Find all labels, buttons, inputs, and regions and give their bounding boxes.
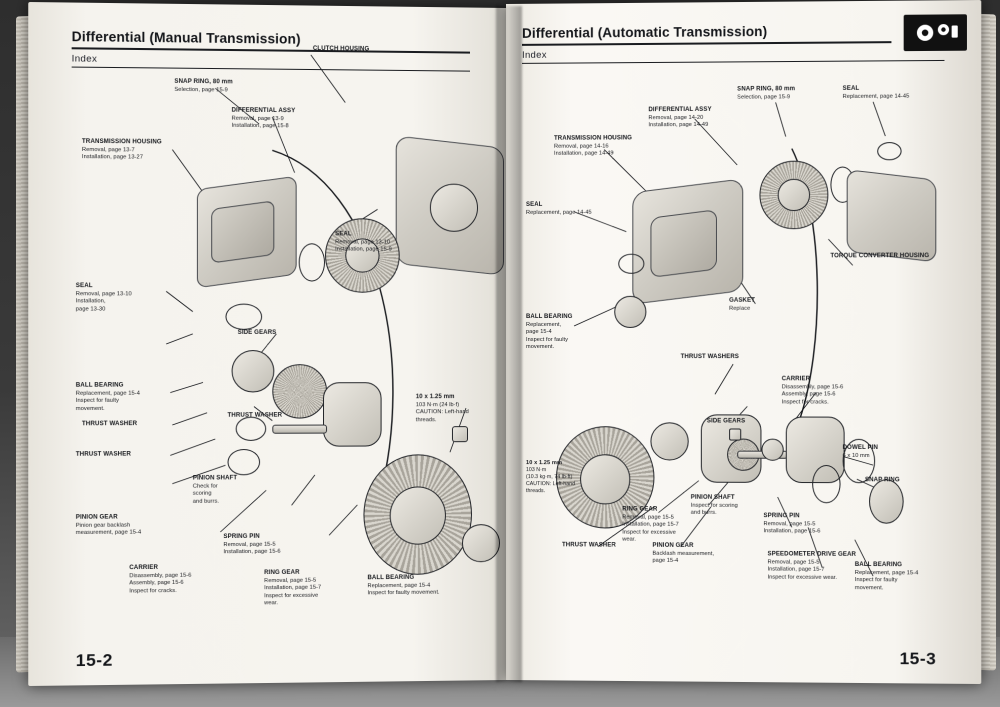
callout-ball-bearing-left: BALL BEARING Replacement, page 15-4 Inspect for faulty movement. (75, 382, 140, 412)
callout-seal-upper: SEAL Removal, page 13-10 Installation, page 15-9 (335, 231, 392, 253)
callout-thrust-washer-right: THRUST WASHER (562, 542, 616, 549)
callout-seal-mid-right: SEAL Replacement, page 14-45 (525, 201, 592, 216)
right-page (506, 0, 981, 684)
callout-side-gears-right: SIDE GEARS (706, 418, 746, 425)
ball-bearing-art-right-top (614, 296, 646, 328)
callout-seal-top-right: SEAL Replacement, page 14-45 (842, 85, 910, 100)
ball-bearing-art-right (462, 524, 500, 562)
left-page-folio: 15-2 (75, 650, 113, 671)
left-index-label: Index (71, 52, 98, 65)
seal-art-right-top (877, 142, 901, 160)
torque-converter-housing-art (847, 169, 937, 262)
transmission-housing-flange (211, 200, 274, 263)
right-page-title: Differential (Automatic Transmission) (521, 23, 768, 41)
callout-differential-assy: DIFFERENTIAL ASSY Removal, page 13-9 Installation, page 15-8 (231, 107, 296, 130)
callout-pinion-shaft-right: PINION SHAFT Inspect for scoring and burrs. (690, 494, 738, 517)
ring-gear-bore (390, 486, 446, 545)
right-leader-lines (522, 23, 944, 654)
left-page-title: Differential (Manual Transmission) (71, 28, 301, 47)
right-page-content (522, 23, 944, 654)
thrust-washer-art-right-1 (650, 422, 688, 460)
callout-gasket: GASKET Replace (729, 297, 755, 312)
seal-art-right-mid (618, 254, 644, 274)
callout-clutch-housing: CLUTCH HOUSING (312, 45, 370, 53)
left-page-content (72, 29, 470, 659)
callout-pinion-shaft: PINION SHAFT Check for scoring and burrs. (192, 475, 238, 505)
callout-pinion-gear-right: PINION GEAR Backlash measurement, page 15-4 (652, 542, 715, 565)
carrier-art (323, 382, 382, 447)
right-page-folio: 15-3 (899, 648, 937, 669)
callout-ball-bearing-right: BALL BEARING Replacement, page 15-4 Inspect for faulty movement. (367, 574, 440, 597)
callout-carrier-right: CARRIER Disassembly, page 15-6 Assembly, page 15-6 Inspect for cracks. (781, 376, 844, 406)
callout-bolt-torque: 10 x 1.25 mm 103 N·m (24 lb·f) CAUTION: Left-hand threads. (415, 394, 469, 423)
bolt-art-right (729, 428, 741, 440)
left-page (28, 2, 506, 686)
callout-differential-assy-right: DIFFERENTIAL ASSY Removal, page 14-20 Installation, page 14-49 (648, 106, 712, 129)
callout-speedometer-drive-gear: SPEEDOMETER DRIVE GEAR Removal, page 15-5 Installation, page 15-7 Inspect for excessive wear. (767, 551, 857, 581)
side-gears-art (272, 364, 327, 419)
callout-bolt-torque-right: 10 x 1.25 mm 103 N·m (10.3 kg·m, 74 lb·ft) CAUTION: Left-hand threads. (525, 460, 576, 495)
clutch-housing-bore (430, 184, 478, 232)
callout-thrust-washer-1: THRUST WASHER (81, 421, 138, 428)
book-spine (496, 6, 522, 682)
callout-side-gears: SIDE GEARS (237, 329, 277, 336)
callout-dowel-pin: DOWEL PIN 6 x 10 mm (842, 444, 878, 459)
transmission-housing-flange-right (650, 209, 717, 278)
callout-ball-bearing-right-bottom: BALL BEARING Replacement, page 15-4 Inspect for faulty movement. (854, 561, 919, 591)
callout-seal-lower: SEAL Removal, page 13-10 Installation, page 13-30 (75, 283, 132, 313)
callout-pinion-gear: PINION GEAR Pinion gear backlash measurement, page 15-4 (75, 514, 142, 537)
right-index-label: Index (521, 49, 547, 61)
callout-spring-pin-right: SPRING PIN Removal, page 15-5 Installation, page 15-6 (763, 513, 821, 535)
seal-art-left (225, 304, 262, 330)
ring-gear-bore-right (580, 454, 630, 504)
callout-ring-gear-right: RING GEAR Removal, page 15-5 Installation, page 15-7 Inspect for excessive wear. (622, 506, 679, 543)
callout-ball-bearing-right-top: BALL BEARING Replacement, page 15-4 Inspect for faulty movement. (525, 313, 573, 351)
callout-carrier: CARRIER Disassembly, page 15-6 Assembly, page 15-6 Inspect for cracks. (129, 564, 192, 595)
callout-snap-ring-80mm-right: SNAP RING, 80 mm Selection, page 15-9 (737, 86, 796, 101)
callout-ring-gear: RING GEAR Removal, page 15-5 Installation, page 15-7 Inspect for excessive wear. (264, 569, 322, 607)
callout-thrust-washer-3: THRUST WASHER (227, 412, 283, 419)
bolt-art (452, 426, 468, 442)
callout-thrust-washer-2: THRUST WASHER (75, 451, 131, 458)
ball-bearing-art-left (232, 350, 275, 392)
callout-torque-converter-housing: TORQUE CONVERTER HOUSING (830, 253, 930, 260)
pinion-shaft-art (272, 425, 327, 434)
callout-spring-pin: SPRING PIN Removal, page 15-5 Installation, page 15-6 (223, 533, 281, 556)
callout-transmission-housing-right: TRANSMISSION HOUSING Removal, page 14-16 Installation, page 14-49 (554, 135, 632, 158)
callout-thrust-washers: THRUST WASHERS (680, 354, 739, 361)
ball-bearing-art-right-bottom (869, 479, 904, 524)
differential-hub-right (778, 179, 810, 211)
callout-snap-ring-right: SNAP RING (864, 477, 900, 484)
snap-ring-80mm-art (299, 243, 325, 281)
open-book (8, 0, 992, 690)
thrust-washer-art-2 (228, 449, 261, 475)
callout-snap-ring-80mm: SNAP RING, 80 mm Selection, page 15-9 (174, 78, 233, 94)
speedometer-drive-gear-art (812, 465, 840, 503)
callout-transmission-housing: TRANSMISSION HOUSING Removal, page 13-7 Installation, page 13-27 (81, 138, 162, 161)
pinion-gear-art-right (761, 439, 783, 461)
